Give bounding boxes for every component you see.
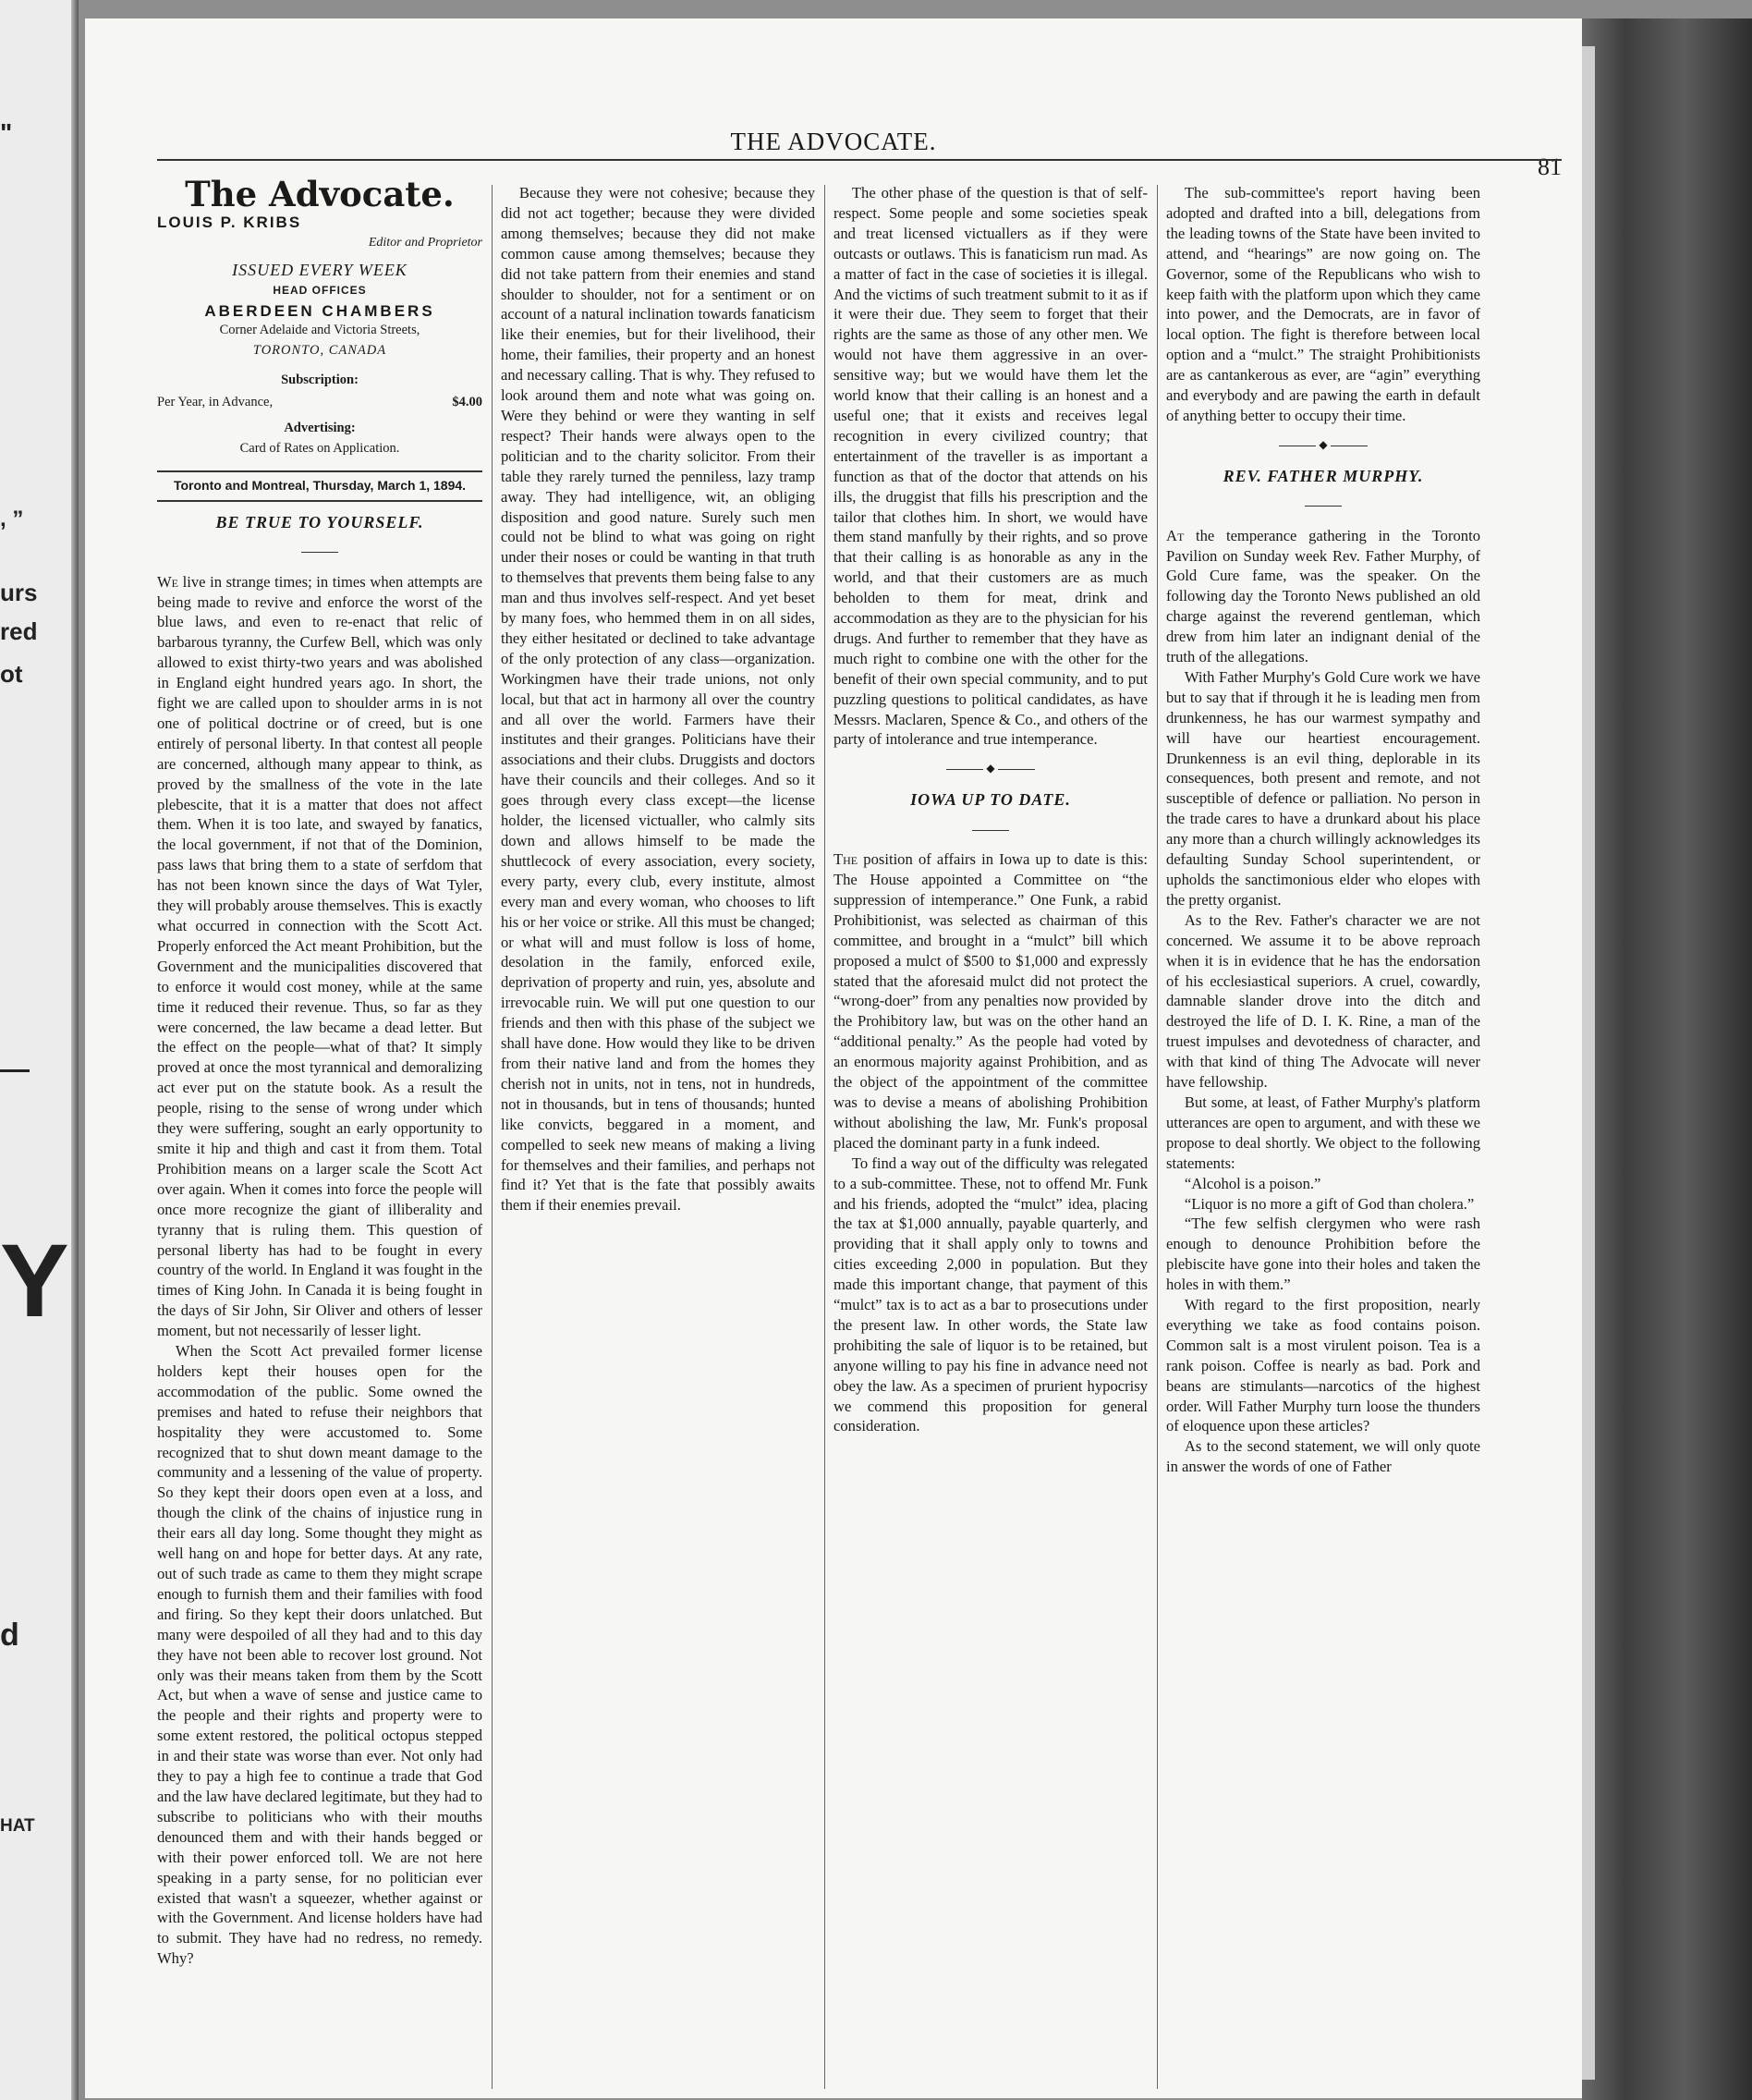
chambers-name: ABERDEEN CHAMBERS bbox=[204, 301, 435, 320]
article-paragraph: With regard to the first proposition, nearly everything we take as food contains poison. Common salt is a most virulent poison. Tea is a rank poison. Coffee is nearly as bad. Pork and beans are stimulants—narcotics of the highest order. Will Father Murphy turn loose the thunders of eloquence upon these articles? bbox=[1166, 1296, 1480, 1435]
fragment-5: d bbox=[0, 1618, 19, 1653]
column-rule-3 bbox=[1157, 185, 1158, 2089]
article-paragraph: As to the Rev. Father's character we are not concerned. We assume it to be above reproach when it is in evidence that he has the endorsation of his ecclesiastical superiors. A cruel, cowardly, damnable slander drove into the ditch and destroyed the life of D. I. K. Rine, a man of the truest impulses and devotedness of character, and with that kind of thing The Advocate will never have fellowship. bbox=[1166, 910, 1480, 1092]
column-rule-1 bbox=[492, 185, 493, 2089]
quoted-statement: “Liquor is no more a gift of God than cholera.” bbox=[1184, 1194, 1475, 1213]
fragment-3: red bbox=[0, 617, 38, 645]
article-headline: IOWA UP TO DATE. bbox=[910, 790, 1071, 810]
subscription-term: Per Year, in Advance, bbox=[157, 395, 274, 410]
headline-divider bbox=[157, 543, 482, 563]
book-binding-edge bbox=[1582, 18, 1752, 2100]
article-paragraph: To find a way out of the difficulty was relegated to a sub-committee. These, not to offend Mr. Funk and his friends, adopted the “mulct” idea, placing the tax at $1,000 annually, payable quarterly, and providing that it shall apply only to towns and cities exceeding 2,000 in population. But they made this important change, that payment of this “mulct” tax is to act as a bar to prosecutions under the present law. In other words, the State law prohibiting the sale of liquor is to be retained, but anyone willing to pay his fine in advance need not obey the law. As a specimen of prurient hypocrisy we commend this proposition for general consideration. bbox=[833, 1154, 1148, 1435]
page-number: 81 bbox=[1538, 153, 1562, 180]
fragment-4: ot bbox=[0, 660, 23, 688]
article-paragraph: Because they were not cohesive; because they did not act together; because they were divided among themselves; because they did not make common cause among themselves; because they did not take pattern from their enemies and stand shoulder to shoulder, not for a sentiment or on account of a natural inclination towards fanaticism like their enemies, but for their livelihood, their home, their families, their property and an honest and necessary calling. That is why. They refused to look around them and note what was going on. Were they behind or were they wanting in self respect? Their hands were always open to the politician and to the charity solicitor. From their table they rarely turned the penniless, lazy tramp away. They had intelligence, wit, an obliging disposition and good nature. Surely such men could not be blind to what was going on right under their noses or could be wanting in that truth to themselves that prevents them being false to any man and thus involves self-respect. And yet beset by many foes, who hemmed them in on all sides, they either hesitated or declined to take advantage of the only protection of any class—organization. Workingmen have their trade unions, not only local, but that act in harmony all over the country and all over the world. Farmers have their institutes and their granges. Politicians have their associations and their clubs. Druggists and doctors have their councils and their colleges. And so it goes through every class except—the license holder, the licensed victualler, who calmly sits down and allows himself to be made the shuttlecock of every association, every society, every party, every club, every institute, almost every man and every woman, who chooses to lift his or her voice or strike. All this must be changed; or what will and must follow is loss of home, desolation in the family, enforced exile, deprivation of property and ruin, yes, absolute and irrevocable ruin. We will put one question to our friends and then with this phase of the subject we shall have done. How would they like to be driven from their native land and from the homes they cherish not in units, not in tens, not in hundreds, not in thousands, but in tens of thousands; hunted like convicts, beggared in a moment, and compelled to seek new means of making a living for themselves and their families, and perhaps not find it? Yet that is the fate that possibly awaits them if their enemies prevail. bbox=[501, 184, 815, 1215]
article-paragraph: The other phase of the question is that of self-respect. Some people and some societies speak and treat licensed victuallers as if they were outcasts or outlaws. This is fanaticism run mad. As a matter of fact in the case of societies it is illegal. And the victims of such treatment submit to it as if it were their due. They seem to forget that their rights are the same as those of any other men. We would not have them aggressive in an over-sensitive way; but we would have them let the world know that their calling is an honest and a useful one; that it exists and receives legal recognition in every civilized country; that entertainment of the traveller is as important a function as that of the doctor that attends on his ills, the druggist that fills his prescription and the tailor that clothes him. In short, we would have them stand manfully by their rights, and so prove that their calling is as honorable as any in the world, and that their customers are as much beholden to them for meat, drink and accommodation as they are to the physician for his drugs. And further to remember that they have as much right to combine one with the other for the benefit of their own special community, and to put puzzling questions to political candidates, as have Messrs. Maclaren, Spence & Co., and others of the party of intolerance and true intemperance. bbox=[833, 184, 1148, 749]
fragment-6: HAT bbox=[0, 1816, 35, 1836]
article-headline: BE TRUE TO YOURSELF. bbox=[215, 512, 424, 531]
running-head: THE ADVOCATE. bbox=[730, 128, 937, 155]
fragment-rule bbox=[0, 1069, 30, 1072]
section-divider: ◆ bbox=[1166, 435, 1480, 456]
masthead bbox=[157, 174, 482, 502]
issued-line: ISSUED EVERY WEEK bbox=[232, 260, 408, 279]
subscription-row bbox=[157, 393, 482, 413]
section-divider: ◆ bbox=[833, 759, 1148, 779]
headline-divider bbox=[833, 820, 1148, 840]
advertising-label: Advertising: bbox=[284, 421, 356, 436]
office-city: TORONTO, CANADA bbox=[252, 343, 387, 359]
header-rule bbox=[157, 159, 1562, 161]
article-paragraph: With Father Murphy's Gold Cure work we have but to say that if through it he is leading men from drunkenness, he has our warmest sympathy and will have our heartiest encouragement. Drunkenness is an evil thing, deplorable in its consequences, both present and remote, and not susceptible of defence or palliation. No person in the trade cares to have a drunkard about his place any more than a church willingly acknowledges its defaulting Sunday School superintendent, or upholds the sanctimonious elder who elopes with the pretty organist. bbox=[1166, 667, 1480, 909]
page-gutter-shadow bbox=[71, 0, 79, 2100]
column-2 bbox=[501, 183, 815, 1215]
fragment-quote: " bbox=[0, 118, 13, 147]
adjacent-page-strip bbox=[0, 0, 79, 2100]
column-1 bbox=[157, 174, 482, 1969]
fragment-big-letter: Y bbox=[0, 1229, 69, 1333]
drop-word: The bbox=[833, 850, 858, 869]
quoted-statement: “The few selfish clergymen who were rash enough to denounce Prohibition before the plebiscite have gone into their holes and taken the holes in with them.” bbox=[1166, 1215, 1480, 1294]
article-paragraph: The position of affairs in Iowa up to date is this: The House appointed a Committee on “the suppression of intemperance.” One Funk, a rabid Prohibitionist, was selected as chairman of this committee, and brought in a “mulct” bill which proposed a mulct of $500 to $1,000 and expressly stated that the aforesaid mulct did not protect the “wrong-doer” from any penalties now provided by the Prohibitory law, but was on the other hand an “additional penalty.” As the people had voted by an enormous majority against Prohibition, and as the object of the appointment of the committee was to devise a means of abolishing Prohibition without abolishing the law, Mr. Funk's proposal placed the dominant party in a funk indeed. bbox=[833, 850, 1148, 1152]
date-line: Toronto and Montreal, Thursday, March 1, 1894. bbox=[157, 470, 482, 502]
column-rule-2 bbox=[824, 185, 825, 2089]
head-offices-label: HEAD OFFICES bbox=[273, 283, 367, 297]
drop-word: We bbox=[157, 572, 178, 591]
article-paragraph: As to the second statement, we will only quote in answer the words of one of Father bbox=[1166, 1437, 1480, 1476]
office-address: Corner Adelaide and Victoria Streets, bbox=[219, 323, 420, 338]
subscription-label: Subscription: bbox=[281, 372, 359, 388]
editor-name: LOUIS P. KRIBS bbox=[157, 213, 302, 231]
headline-divider bbox=[1166, 496, 1480, 517]
fragment-1: , ” bbox=[0, 507, 24, 531]
article-paragraph: The sub-committee's report having been adopted and drafted into a bill, delegations from the leading towns of the State have been invited to attend, and “hearings” are now going on. The Governor, some of the Republicans who wish to keep faith with the platform upon which they came into power, and the Democrats, are in favor of local option. The fight is therefore between local option and a “mulct.” The straight Prohibitionists are as cantankerous as ever, are “agin” everything and everybody and are pawing the earth in default of anything better to occupy their time. bbox=[1166, 184, 1480, 424]
column-4 bbox=[1166, 183, 1480, 1477]
editor-role: Editor and Proprietor bbox=[368, 235, 482, 250]
subscription-price: $4.00 bbox=[452, 395, 482, 410]
article-paragraph: At the temperance gathering in the Toronto Pavilion on Sunday week Rev. Father Murphy, of Gold Cure fame, was the speaker. On the following day the Toronto News published an old charge against the reverend gentleman, which drew from him later an indignant denial of the truth of the allegations. bbox=[1166, 526, 1480, 666]
column-3 bbox=[833, 183, 1148, 1436]
article-paragraph: When the Scott Act prevailed former license holders kept their houses open for the accommodation of the public. Some owned the premises and hated to refuse their neighbors that hospitality they were accustomed to. Some recognized that to shut down meant damage to the community and a lessening of the value of property. So they kept their doors open even at a loss, and though the clink of the chains of injustice rung in their ears all day long. Some thought they might as well hang on and hope for better days. At any rate, out of such trade as came to them they might scrape enough to furnish them and their families with food and firing. So they kept their doors unlatched. But many were despoiled of all they had and to this day they have not been able to recover lost ground. Not only was their means taken from them by the Scott Act, but when a wave of sense and justice came to the people and their rights and property were to some extent restored, the political octopus stepped in and their state was worse than ever. Not only had they to pay a high fee to continue a trade that God and the law have declared legitimate, but they had to subscribe to politicians who with their mouths denounced them and with their hands begged or with their power enforced toll. We are not here speaking in a party sense, for no politician ever existed that wasn't a squeezer, whether against or with the Government. And license holders have had to submit. They have had no redress, no remedy. Why? bbox=[157, 1342, 482, 1968]
advertising-text: Card of Rates on Application. bbox=[239, 440, 400, 456]
page-edge bbox=[1582, 46, 1595, 2080]
drop-word: At bbox=[1166, 526, 1185, 544]
quoted-statement: “Alcohol is a poison.” bbox=[1184, 1174, 1321, 1192]
article-paragraph: We live in strange times; in times when attempts are being made to revive and enforce the worst of the blue laws, and even to re-enact that relic of barbarous tyranny, the Curfew Bell, which was only allowed to exist thirty-two years and was abolished in England eight hundred years ago. In short, the fight we are called upon to shoulder arms in is not one of political doctrine or of creed, but is one entirely of personal liberty. In that contest all people are concerned, although many appear to think, as proved by the smallness of the vote in the late plebescite, that it is a matter that does not affect them. When it is too late, and swayed by fanatics, the local government, if not that of the Dominion, pass laws that bring them to a state of serfdom that has not been known since the days of Wat Tyler, they will probably arouse themselves. This is exactly what occurred in connection with the Scott Act. Properly enforced the Act meant Prohibition, but the Government and the municipalities discovered that to enforce it would cost money, while at the same time it reduced their revenue. Thus, so far as they were concerned, the law became a dead letter. But the effect on the people—what of that? It simply proved at once the most tyrannical and demoralizing act ever put on the statute book. As a result the people, rising to the sense of wrong under which they were suffering, sought an early opportunity to smite it hip and thigh and cast it from them. Total Prohibition means on a larger scale the Scott Act over again. When it comes into force the people will once more recognize the giant of illiberality and tyranny that is ruling them. This question of personal liberty has had to be fought in every country of the world. In England it was fought in the times of King John. In Canada it is being fought in the days of Sir John, Sir Oliver and others of lesser moment, but not necessarily of lesser light. bbox=[157, 572, 482, 1340]
fragment-2: urs bbox=[0, 579, 38, 606]
article-headline: REV. FATHER MURPHY. bbox=[1223, 466, 1424, 485]
newspaper-page bbox=[85, 18, 1582, 2098]
masthead-title: The Advocate. bbox=[185, 174, 455, 214]
article-paragraph: But some, at least, of Father Murphy's platform utterances are open to argument, and with these we propose to deal shortly. We object to the following statements: bbox=[1166, 1093, 1480, 1172]
